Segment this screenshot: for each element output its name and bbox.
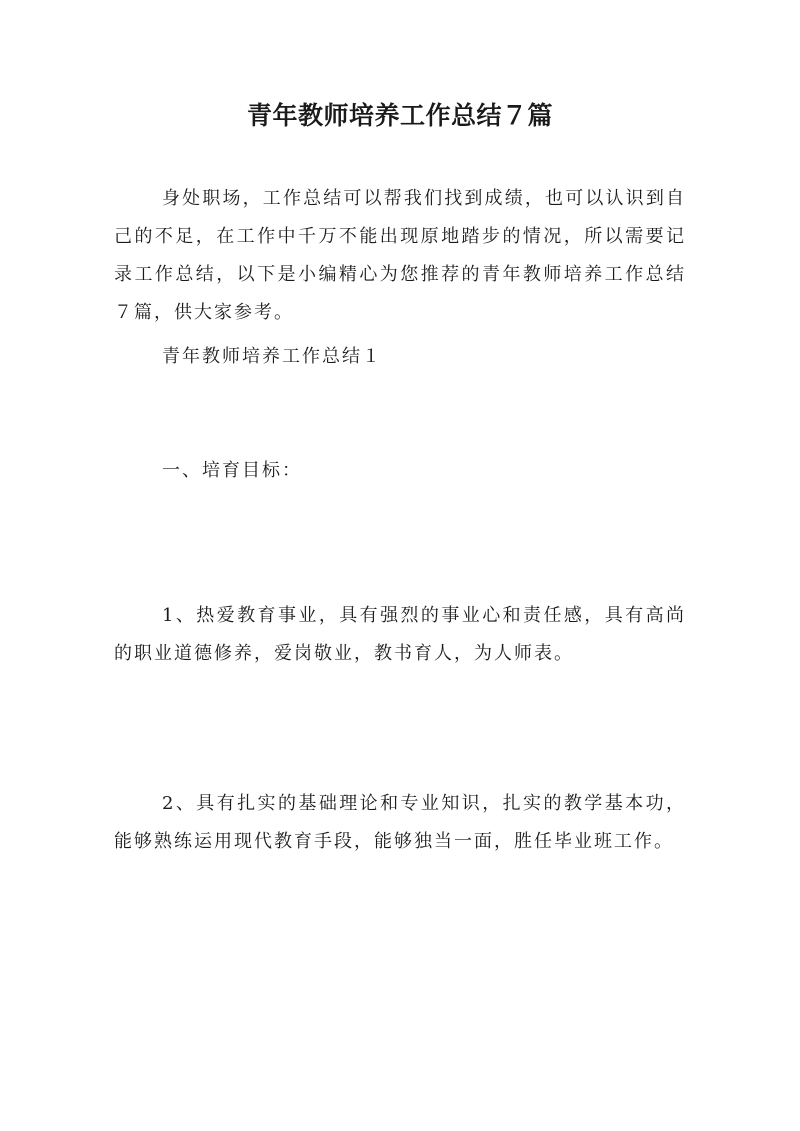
document-title: 青年教师培养工作总结７篇 bbox=[246, 101, 553, 130]
intro-paragraph: 身处职场，工作总结可以帮我们找到成绩，也可以认识到自己的不足，在工作中千万不能出现原地踏步的情况，所以需要记录工作总结，以下是小编精心为您推荐的青年教师培养工作总结７篇，供大家参考。 bbox=[114, 188, 686, 323]
goal-item-1: 1、热爱教育事业，具有强烈的事业心和责任感，具有高尚的职业道德修养，爱岗敬业，教书育人，为人师表。 bbox=[114, 605, 686, 664]
sub-heading: 青年教师培养工作总结１ bbox=[162, 346, 382, 367]
goal-item-2: 2、具有扎实的基础理论和专业知识，扎实的教学基本功，能够熟练运用现代教育手段，能够独当一面，胜任毕业班工作。 bbox=[114, 793, 686, 852]
section-heading-goals: 一、培育目标： bbox=[162, 460, 302, 481]
